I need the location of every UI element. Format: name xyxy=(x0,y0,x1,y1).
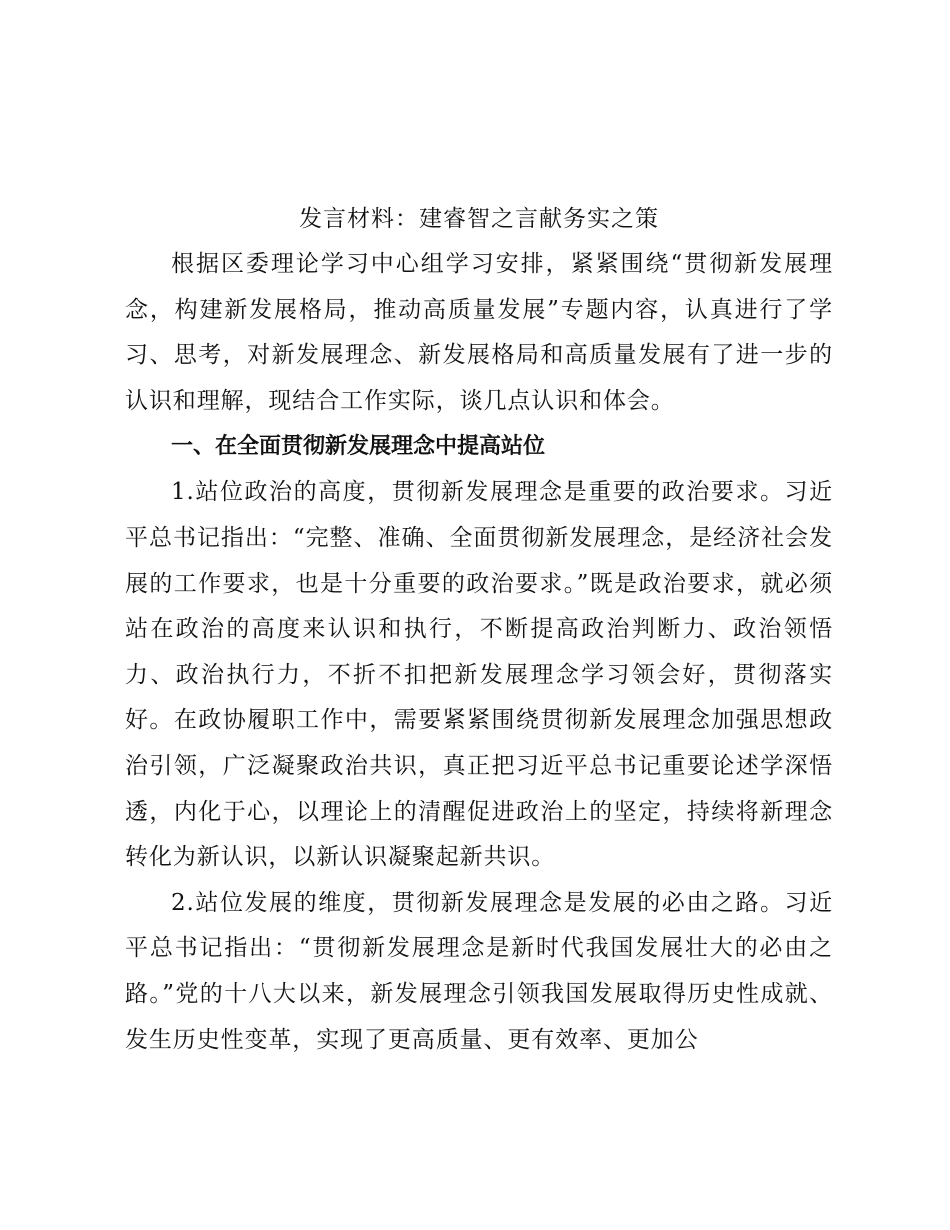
document-page xyxy=(125,196,833,1063)
document-title: 发言材料：建睿智之言献务实之策 xyxy=(299,206,659,232)
point-2-paragraph: 2.站位发展的维度，贯彻新发展理念是发展的必由之路。习近平总书记指出：“贯彻新发展理念是新时代我国发展壮大的必由之路。”党的十八大以来，新发展理念引领我国发展取得历史性成就、发生历史性变革，实现了更高质量、更有效率、更加公 xyxy=(125,889,833,1053)
point-1-paragraph: 1.站位政治的高度，贯彻新发展理念是重要的政治要求。习近平总书记指出：“完整、准确、全面贯彻新发展理念，是经济社会发展的工作要求，也是十分重要的政治要求。”既是政治要求，就必须站在政治的高度来认识和执行，不断提高政治判断力、政治领悟力、政治执行力，不折不扣把新发展理念学习领会好，贯彻落实好。在政协履职工作中，需要紧紧围绕贯彻新发展理念加强思想政治引领，广泛凝聚政治共识，真正把习近平总书记重要论述学深悟透，内化于心，以理论上的清醒促进政治上的坚定，持续将新理念转化为新认识，以新认识凝聚起新共识。 xyxy=(125,479,833,871)
section-heading-1: 一、在全面贯彻新发展理念中提高站位 xyxy=(171,434,546,460)
intro-paragraph: 根据区委理论学习中心组学习安排，紧紧围绕“贯彻新发展理念，构建新发展格局，推动高质量发展”专题内容，认真进行了学习、思考，对新发展理念、新发展格局和高质量发展有了进一步的认识和理解，现结合工作实际，谈几点认识和体会。 xyxy=(125,251,833,414)
